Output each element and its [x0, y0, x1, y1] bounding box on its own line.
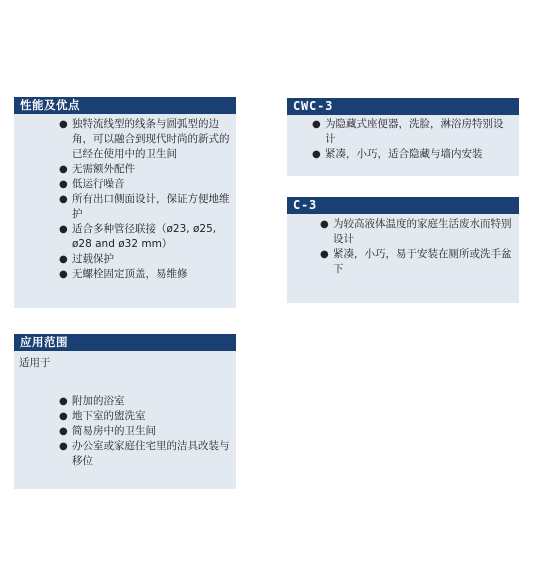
list-item [59, 117, 230, 162]
list-item [59, 222, 230, 252]
bullet-icon: ● [59, 411, 68, 422]
c3-panel [287, 197, 519, 303]
application-intro: 适用于 [19, 357, 51, 369]
bullet-icon: ● [59, 269, 68, 280]
list-item [312, 147, 513, 162]
bullet-icon: ● [59, 119, 68, 130]
bullet-icon: ● [59, 254, 68, 265]
list-item-text: 无螺栓固定顶盖，易维修 [72, 268, 188, 280]
bullet-icon: ● [59, 224, 68, 235]
list-item [320, 247, 513, 277]
bullet-icon: ● [312, 149, 321, 160]
list-item [312, 117, 513, 147]
list-item [59, 409, 230, 424]
bullet-icon: ● [312, 119, 321, 130]
c3-title: C-3 [287, 197, 519, 214]
list-item-text: 所有出口侧面设计，保证方便地维护 [72, 193, 230, 220]
features-list [14, 114, 236, 282]
bullet-icon: ● [59, 179, 68, 190]
list-item [320, 217, 513, 247]
cwc3-panel [287, 98, 519, 176]
list-item-text: 简易房中的卫生间 [72, 425, 156, 437]
list-item [59, 394, 230, 409]
list-item-text: 为较高液体温度的家庭生活废水而特别设计 [333, 218, 512, 245]
list-item [59, 252, 230, 267]
bullet-icon: ● [320, 249, 329, 260]
features-title: 性能及优点 [14, 97, 236, 114]
list-item [59, 177, 230, 192]
list-item [59, 162, 230, 177]
cwc3-list [287, 115, 519, 162]
list-item [59, 439, 230, 469]
bullet-icon: ● [59, 441, 68, 452]
application-title: 应用范围 [14, 334, 236, 351]
bullet-icon: ● [59, 194, 68, 205]
c3-list [287, 214, 519, 277]
list-item-text: 低运行噪音 [72, 178, 125, 190]
bullet-icon: ● [320, 219, 329, 230]
features-panel [14, 97, 236, 308]
list-item-text: 适合多种管径联接（ø23, ø25, ø28 and ø32 mm） [72, 223, 217, 250]
bullet-icon: ● [59, 164, 68, 175]
list-item-text: 为隐藏式座便器，洗脸，淋浴房特别设计 [325, 118, 504, 145]
list-item [59, 267, 230, 282]
bullet-icon: ● [59, 426, 68, 437]
list-item-text: 紧凑，小巧，易于安装在厕所或洗手盆下 [333, 248, 512, 275]
list-item-text: 紧凑，小巧，适合隐藏与墙内安装 [325, 148, 483, 160]
list-item-text: 地下室的盥洗室 [72, 410, 146, 422]
list-item [59, 192, 230, 222]
bullet-icon: ● [59, 396, 68, 407]
list-item-text: 独特流线型的线条与圆弧型的边角，可以融合到现代时尚的新式的已经在使用中的卫生间 [72, 118, 230, 160]
list-item-text: 无需额外配件 [72, 163, 135, 175]
application-list [14, 371, 236, 469]
cwc3-title: CWC-3 [287, 98, 519, 115]
list-item-text: 办公室或家庭住宅里的洁具改装与移位 [72, 440, 230, 467]
list-item-text: 附加的浴室 [72, 395, 125, 407]
application-panel [14, 334, 236, 489]
list-item [59, 424, 230, 439]
list-item-text: 过载保护 [72, 253, 114, 265]
